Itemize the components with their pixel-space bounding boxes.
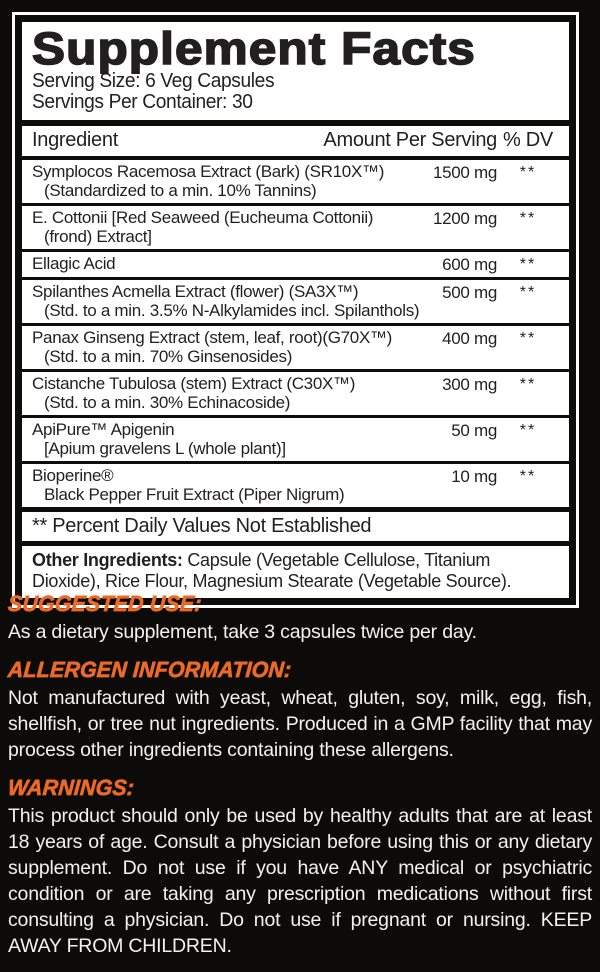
ingredient-name: ApiPure™ Apigenin: [32, 420, 175, 439]
serving-size: Serving Size: 6 Veg Capsules: [32, 70, 275, 92]
dv-footnote: ** Percent Daily Values Not Established: [22, 512, 569, 541]
ingredient-amount: 10 mg: [451, 467, 497, 486]
ingredient-name: Bioperine®: [32, 466, 114, 485]
allergen-information-body: Not manufactured with yeast, wheat, gluten, soy, milk, egg, fish, shellfish, or tree nut ingredients. Produced in a GMP facility that may process other ingredients containing these allergens.: [8, 687, 592, 761]
column-header-row: [22, 126, 569, 156]
ingredient-name-cell: [32, 420, 451, 458]
ingredient-row: [22, 372, 569, 415]
facts-title: Supplement Facts: [32, 23, 476, 74]
ingredient-name-cell: [32, 162, 433, 200]
warnings-heading: WARNINGS:: [7, 775, 136, 800]
info-sections: [8, 592, 592, 972]
ingredient-name: E. Cottonii [Red Seaweed (Eucheuma Cottonii): [32, 208, 374, 227]
ingredient-detail: Black Pepper Fruit Extract (Piper Nigrum): [44, 485, 345, 504]
ingredient-name: Cistanche Tubulosa (stem) Extract (C30X™): [32, 374, 356, 393]
ingredient-detail: (Std. to a min. 30% Echinacoside): [44, 393, 291, 412]
warnings-section: [8, 776, 592, 959]
ingredient-amount: 600 mg: [442, 255, 497, 274]
ingredient-dv: **: [519, 330, 537, 347]
ingredient-name-cell: [32, 328, 442, 366]
allergen-information-section: [8, 658, 592, 763]
ingredient-dv: **: [519, 210, 537, 227]
ingredient-detail: (Std. to a min. 70% Ginsenosides): [44, 347, 293, 366]
other-ingredients-label: Other Ingredients:: [32, 550, 188, 570]
ingredient-name-cell: [32, 282, 442, 320]
ingredient-rows: [22, 160, 569, 507]
column-percent-dv: % DV: [503, 129, 553, 151]
column-ingredient: Ingredient: [32, 129, 118, 151]
ingredient-name-cell: [32, 374, 442, 412]
suggested-use-heading: SUGGESTED USE:: [7, 591, 203, 616]
ingredient-dv: **: [519, 376, 537, 393]
ingredient-detail: [Apium gravelens L (whole plant)]: [44, 439, 286, 458]
ingredient-row: [22, 160, 569, 203]
ingredient-name-cell: [32, 254, 442, 273]
ingredient-detail: (Standardized to a min. 10% Tannins): [44, 181, 317, 200]
ingredient-amount: 50 mg: [451, 421, 497, 440]
suggested-use-body: As a dietary supplement, take 3 capsules twice per day.: [8, 621, 477, 643]
ingredient-row: [22, 418, 569, 461]
ingredient-amount: 1500 mg: [432, 163, 497, 182]
ingredient-row: [22, 464, 569, 507]
facts-header: [22, 22, 569, 120]
ingredient-amount: 1200 mg: [432, 209, 497, 228]
ingredient-amount: 300 mg: [442, 375, 497, 394]
ingredient-dv: **: [519, 284, 537, 301]
other-ingredients-text: Capsule (Vegetable Cellulose, Titanium Dioxide), Rice Flour, Magnesium Stearate (Vegetable Source).: [32, 550, 512, 591]
column-amount-per-serving: Amount Per Serving: [323, 129, 497, 151]
ingredient-row: [22, 252, 569, 277]
allergen-information-heading: ALLERGEN INFORMATION:: [7, 657, 293, 682]
ingredient-dv: **: [519, 164, 537, 181]
ingredient-name: Panax Ginseng Extract (stem, leaf, root)(G70X™): [32, 328, 393, 347]
suggested-use-section: [8, 592, 592, 645]
servings-per-container: Servings Per Container: 30: [32, 91, 253, 113]
ingredient-detail: (frond) Extract]: [44, 227, 152, 246]
ingredient-amount: 500 mg: [442, 283, 497, 302]
warnings-body: This product should only be used by healthy adults that are at least 18 years of age. Consult a physician before using this or any dietary supplement. Do not use if you have ANY medical or psychiatric condition or are taking any prescription medications without first consulting a physician. Do not use if pregnant or nursing. KEEP AWAY FROM CHILDREN.: [8, 805, 592, 957]
ingredient-detail: (Std. to a min. 3.5% N-Alkylamides incl. Spilanthols): [44, 301, 420, 320]
ingredient-name-cell: [32, 466, 451, 504]
ingredient-row: [22, 206, 569, 249]
ingredient-name-cell: [32, 208, 433, 246]
ingredient-dv: **: [519, 422, 537, 439]
ingredient-name: Symplocos Racemosa Extract (Bark) (SR10X™): [32, 162, 385, 181]
ingredient-name: Spilanthes Acmella Extract (flower) (SA3X™): [32, 282, 359, 301]
ingredient-dv: **: [519, 256, 537, 273]
supplement-facts-panel: [12, 12, 579, 608]
ingredient-row: [22, 280, 569, 323]
ingredient-dv: **: [519, 468, 537, 485]
ingredient-name: Ellagic Acid: [32, 254, 116, 273]
ingredient-row: [22, 326, 569, 369]
ingredient-amount: 400 mg: [442, 329, 497, 348]
